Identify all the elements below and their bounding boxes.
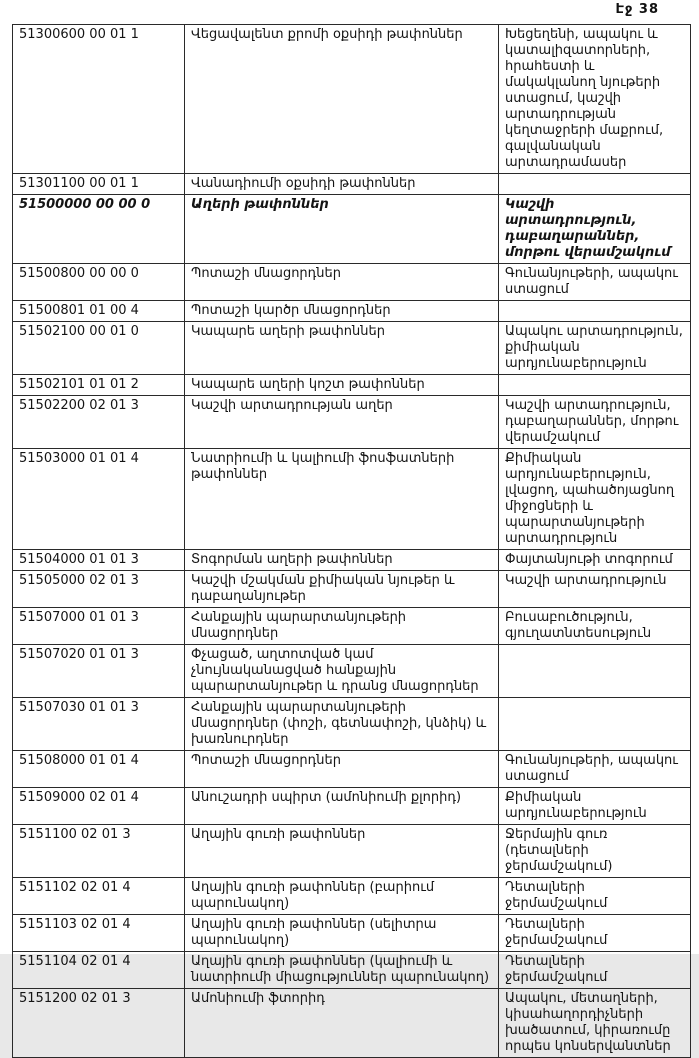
waste-source-cell: Դետալների ջերմամշակում (499, 878, 691, 915)
waste-source-cell: Կաշվի արտադրություն, դաբաղարաններ, մորթու վերամշակում (499, 195, 691, 264)
waste-source-cell: Ջերմային գուռ (դետալների ջերմամշակում) (499, 825, 691, 878)
waste-description-cell: Աղային գուռի թափոններ (կալիումի և նատրիումի միացություններ պարունակող) (185, 952, 499, 989)
waste-description-cell: Հանքային պարարտանյութերի մնացորդներ (փոշի, գետնափոշի, կնձիկ) և խառնուրդներ (185, 698, 499, 751)
waste-code-cell: 51507000 01 01 3 (13, 608, 185, 645)
waste-code-cell: 51505000 02 01 3 (13, 571, 185, 608)
waste-description-cell: Աղային գուռի թափոններ (բարիում պարունակող) (185, 878, 499, 915)
waste-source-cell (499, 174, 691, 195)
waste-description-cell: Աղերի թափոններ (185, 195, 499, 264)
waste-source-cell: Գունանյութերի, ապակու ստացում (499, 264, 691, 301)
waste-source-cell (499, 301, 691, 322)
table-row (13, 915, 691, 952)
waste-code-cell: 5151102 02 01 4 (13, 878, 185, 915)
waste-source-cell: Գունանյութերի, ապակու ստացում (499, 751, 691, 788)
table-row (13, 825, 691, 878)
waste-description-cell: Հանքային պարարտանյութերի մնացորդներ (185, 608, 499, 645)
waste-code-cell: 51500000 00 00 0 (13, 195, 185, 264)
waste-code-cell: 5151104 02 01 4 (13, 952, 185, 989)
table-row (13, 264, 691, 301)
waste-description-cell: Ամոնիումի ֆտորիդ (185, 989, 499, 1058)
waste-source-cell: Ապակու արտադրություն, քիմիական արդյունաբերություն (499, 322, 691, 375)
waste-source-cell: Բուսաբուծություն, գյուղատնտեսություն (499, 608, 691, 645)
page-number: Էջ 38 (615, 2, 659, 17)
waste-source-cell: Քիմիական արդյունաբերություն, լվացող, պահածոյացնող միջոցների և պարարտանյութերի արտադրություն (499, 449, 691, 550)
waste-source-cell: Դետալների ջերմամշակում (499, 952, 691, 989)
table-row (13, 25, 691, 174)
waste-description-cell: Կաշվի արտադրության աղեր (185, 396, 499, 449)
waste-source-cell: Խեցեղենի, ապակու և կատալիզատորների, հրահեստի և մակակլանող նյութերի ստացում, կաշվի արտադրության կեղտաջրերի մաքրում, գալվանական արտադրամասեր (499, 25, 691, 174)
waste-description-cell: Պոտաշի կարծր մնացորդներ (185, 301, 499, 322)
table-row (13, 301, 691, 322)
waste-source-cell: Ապակու, մետաղների, կիսահաղորդիչների խածատում, կիրառումը որպես կոնսերվանտներ (499, 989, 691, 1058)
waste-description-cell: Կապարե աղերի թափոններ (185, 322, 499, 375)
waste-source-cell (499, 645, 691, 698)
waste-source-cell (499, 375, 691, 396)
waste-description-cell: Աղային գուռի թափոններ (սելիտրա պարունակող) (185, 915, 499, 952)
waste-description-cell: Փչացած, աղտոտված կամ չնույնականացված հանքային պարարտանյութեր և դրանց մնացորդներ (185, 645, 499, 698)
table-row (13, 608, 691, 645)
table-row (13, 698, 691, 751)
waste-classification-table (12, 24, 691, 1058)
waste-description-cell: Աղային գուռի թափոններ (185, 825, 499, 878)
waste-code-cell: 51502100 00 01 0 (13, 322, 185, 375)
table-row (13, 788, 691, 825)
waste-source-cell: Քիմիական արդյունաբերություն (499, 788, 691, 825)
waste-code-cell: 51301100 00 01 1 (13, 174, 185, 195)
waste-code-cell: 51500801 01 00 4 (13, 301, 185, 322)
waste-code-cell: 51500800 00 00 0 (13, 264, 185, 301)
waste-code-cell: 5151103 02 01 4 (13, 915, 185, 952)
table-row (13, 571, 691, 608)
waste-description-cell: Վեցավալենտ քրոմի օքսիդի թափոններ (185, 25, 499, 174)
waste-source-cell: Դետալների ջերմամշակում (499, 915, 691, 952)
waste-source-cell: Կաշվի արտադրություն, դաբաղարաններ, մորթու վերամշակում (499, 396, 691, 449)
table-row (13, 751, 691, 788)
table-row (13, 449, 691, 550)
waste-code-cell: 5151100 02 01 3 (13, 825, 185, 878)
table-row (13, 989, 691, 1058)
table-row (13, 550, 691, 571)
waste-code-cell: 51300600 00 01 1 (13, 25, 185, 174)
waste-code-cell: 5151200 02 01 3 (13, 989, 185, 1058)
waste-code-cell: 51509000 02 01 4 (13, 788, 185, 825)
table-row (13, 174, 691, 195)
waste-source-cell: Փայտանյութի տոգորում (499, 550, 691, 571)
table-row (13, 396, 691, 449)
table-row (13, 195, 691, 264)
waste-description-cell: Կապարե աղերի կոշտ թափոններ (185, 375, 499, 396)
table-row (13, 952, 691, 989)
waste-code-cell: 51503000 01 01 4 (13, 449, 185, 550)
waste-source-cell (499, 698, 691, 751)
table-body (13, 25, 691, 1058)
waste-code-cell: 51502101 01 01 2 (13, 375, 185, 396)
waste-description-cell: Նատրիումի և կալիումի ֆոսֆատների թափոններ (185, 449, 499, 550)
waste-code-cell: 51508000 01 01 4 (13, 751, 185, 788)
waste-description-cell: Պոտաշի մնացորդներ (185, 751, 499, 788)
table-row (13, 322, 691, 375)
waste-code-cell: 51507020 01 01 3 (13, 645, 185, 698)
table-row (13, 375, 691, 396)
waste-description-cell: Պոտաշի մնացորդներ (185, 264, 499, 301)
waste-description-cell: Տոգորման աղերի թափոններ (185, 550, 499, 571)
waste-code-cell: 51504000 01 01 3 (13, 550, 185, 571)
waste-code-cell: 51507030 01 01 3 (13, 698, 185, 751)
waste-source-cell: Կաշվի արտադրություն (499, 571, 691, 608)
waste-description-cell: Անուշադրի սպիրտ (ամոնիումի քլորիդ) (185, 788, 499, 825)
waste-description-cell: Կաշվի մշակման քիմիական նյութեր և դաբաղանյութեր (185, 571, 499, 608)
waste-code-cell: 51502200 02 01 3 (13, 396, 185, 449)
waste-description-cell: Վանադիումի օքսիդի թափոններ (185, 174, 499, 195)
table-row (13, 878, 691, 915)
table-row (13, 645, 691, 698)
